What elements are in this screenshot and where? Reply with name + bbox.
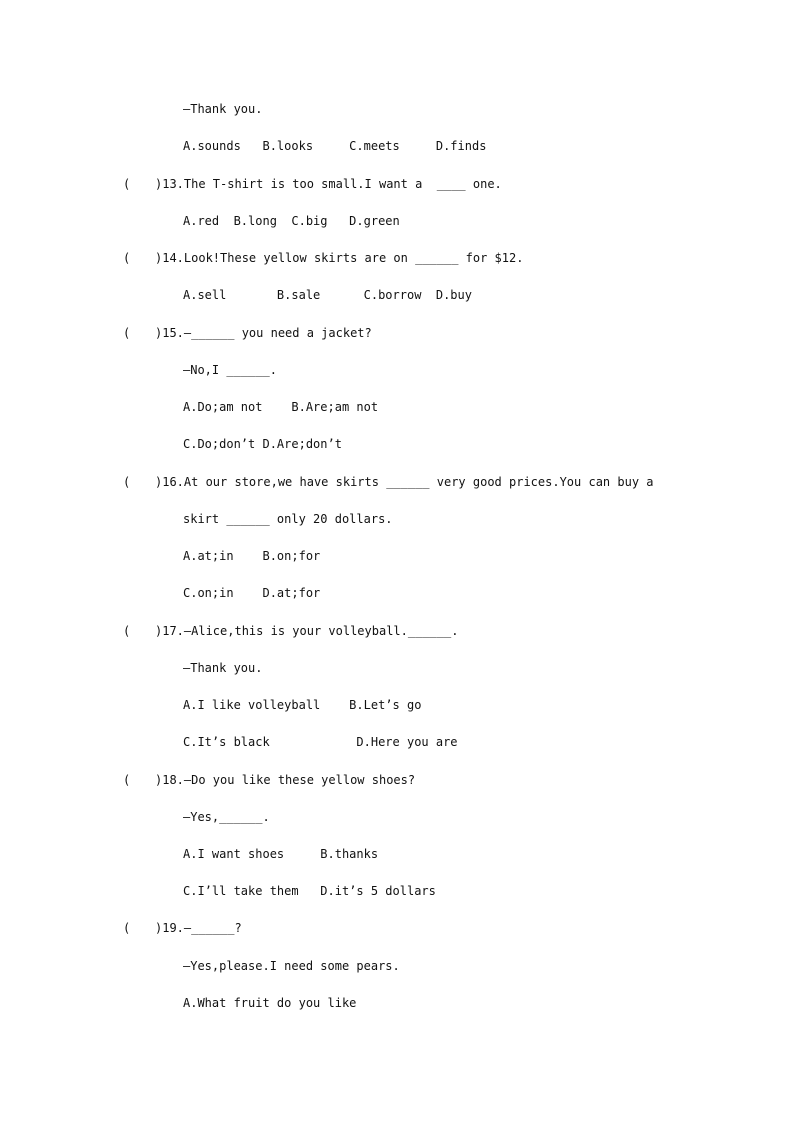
question-15: )15.—______ you need a jacket? [155, 326, 372, 340]
question-17: )17.—Alice,this is your volleyball.______. [155, 624, 459, 638]
options-line: C.I’ll take them D.it’s 5 dollars [183, 884, 436, 898]
answer-bracket[interactable]: ( [123, 251, 131, 265]
options-line: C.on;in D.at;for [183, 586, 321, 600]
dialogue-line: —Yes,______. [183, 810, 270, 824]
options-line: A.I like volleyball B.Let’s go [183, 698, 422, 712]
options-line: A.What fruit do you like [183, 996, 357, 1010]
answer-bracket[interactable]: ( [123, 773, 131, 787]
question-16: )16.At our store,we have skirts ______ very good prices.You can buy a [155, 475, 654, 489]
options-line: A.I want shoes B.thanks [183, 847, 379, 861]
question-19: )19.—______? [155, 921, 242, 935]
question-18: )18.—Do you like these yellow shoes? [155, 773, 416, 787]
answer-bracket[interactable]: ( [123, 921, 131, 935]
answer-bracket[interactable]: ( [123, 326, 131, 340]
question-14: )14.Look!These yellow skirts are on ______ for $12. [155, 251, 524, 265]
options-line: C.It’s black D.Here you are [183, 735, 458, 749]
question-13: )13.The T-shirt is too small.I want a ____ one. [155, 177, 502, 191]
options-line: A.Do;am not B.Are;am not [183, 400, 379, 414]
options-line: C.Do;don’t D.Are;don’t [183, 437, 342, 451]
answer-bracket[interactable]: ( [123, 475, 131, 489]
question-continuation: skirt ______ only 20 dollars. [183, 512, 393, 526]
options-line: A.sounds B.looks C.meets D.finds [183, 139, 487, 153]
answer-bracket[interactable]: ( [123, 624, 131, 638]
dialogue-line: —Yes,please.I need some pears. [183, 959, 400, 973]
options-line: A.sell B.sale C.borrow D.buy [183, 288, 472, 302]
options-line: A.at;in B.on;for [183, 549, 321, 563]
dialogue-line: —No,I ______. [183, 363, 277, 377]
dialogue-line: —Thank you. [183, 102, 263, 116]
answer-bracket[interactable]: ( [123, 177, 131, 191]
dialogue-line: —Thank you. [183, 661, 263, 675]
options-line: A.red B.long C.big D.green [183, 214, 400, 228]
